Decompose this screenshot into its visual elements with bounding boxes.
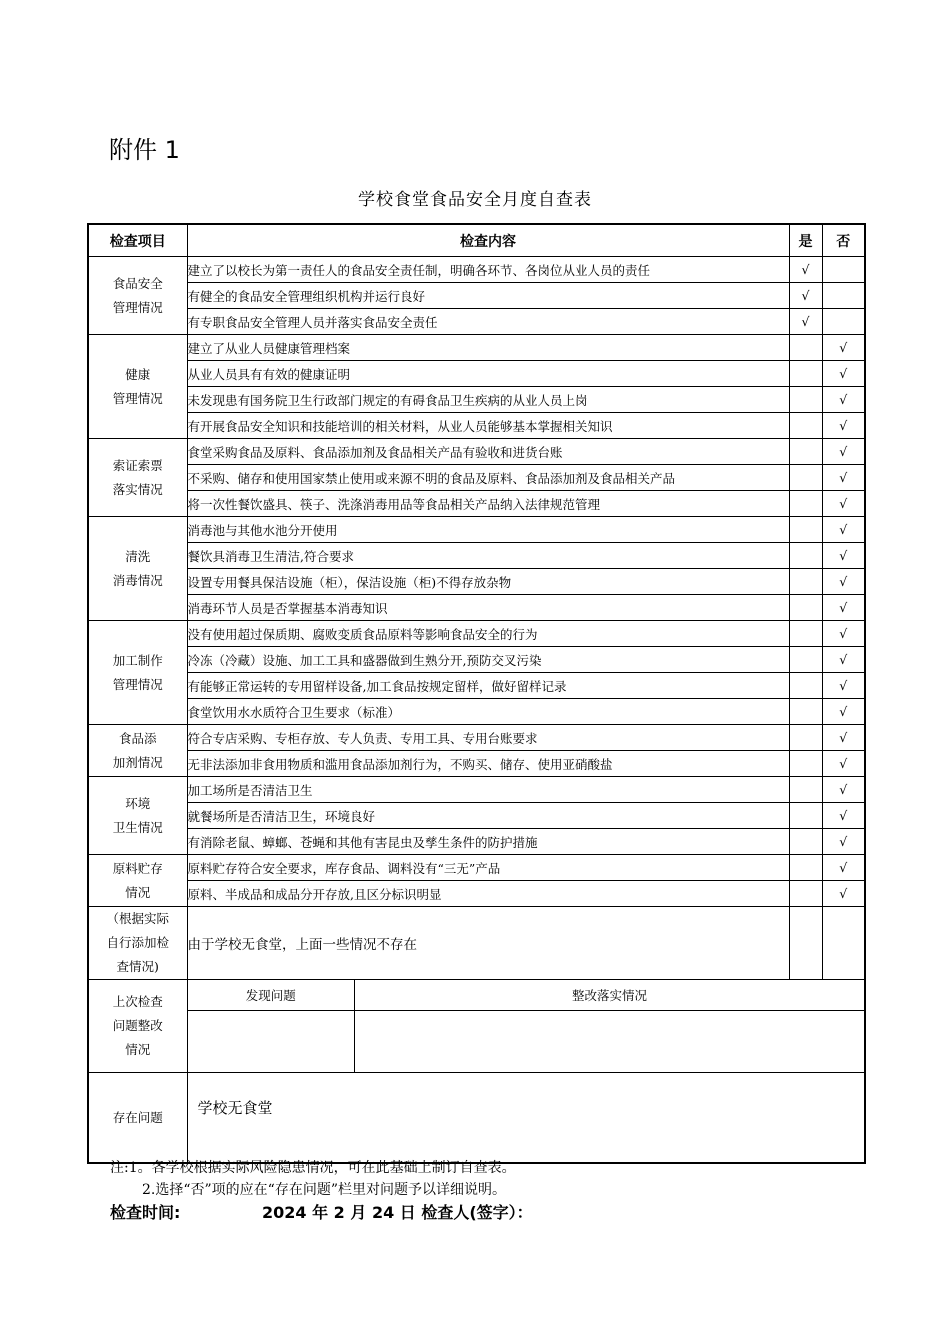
table-row xyxy=(88,777,865,803)
category-name-line: 消毒情况 xyxy=(112,572,163,588)
table-row xyxy=(88,543,865,569)
check-yes-mark[interactable] xyxy=(789,387,822,413)
check-no-mark[interactable]: √ xyxy=(822,335,865,361)
custom-category-line: 自行添加检 xyxy=(106,935,169,950)
check-item-text: 就餐场所是否清洁卫生，环境良好 xyxy=(187,803,789,829)
check-yes-mark[interactable] xyxy=(789,647,822,673)
category-name-line: 环境 xyxy=(125,795,151,811)
check-no-mark[interactable]: √ xyxy=(822,699,865,725)
check-yes-mark[interactable] xyxy=(789,699,822,725)
check-item-text: 设置专用餐具保洁设施（柜），保洁设施（柜)不得存放杂物 xyxy=(187,569,789,595)
check-item-text: 消毒环节人员是否掌握基本消毒知识 xyxy=(187,595,789,621)
note-2: 2.选择“否”项的应在“存在问题”栏里对问题予以详细说明。 xyxy=(142,1182,506,1198)
table-row xyxy=(88,387,865,413)
check-yes-mark[interactable] xyxy=(789,803,822,829)
table-row xyxy=(88,673,865,699)
notes xyxy=(110,1157,516,1201)
table-row xyxy=(88,439,865,465)
last-check-category xyxy=(88,980,187,1073)
check-item-text: 食堂采购食品及原料、食品添加剂及食品相关产品有验收和进货台账 xyxy=(187,439,789,465)
check-yes-mark[interactable] xyxy=(789,517,822,543)
page-title: 学校食堂食品安全月度自查表 xyxy=(358,190,592,210)
category-cell xyxy=(88,439,187,517)
custom-category-line: （根据实际 xyxy=(106,911,169,926)
check-no-mark[interactable]: √ xyxy=(822,751,865,777)
last-check-table xyxy=(188,980,865,1072)
check-yes-mark[interactable] xyxy=(789,881,822,907)
table-row xyxy=(88,803,865,829)
header-item: 检查项目 xyxy=(88,224,187,257)
check-yes-mark[interactable] xyxy=(789,621,822,647)
rectification-field[interactable] xyxy=(355,1010,865,1072)
table-row xyxy=(88,491,865,517)
check-yes-mark[interactable] xyxy=(789,361,822,387)
category-name-line: 食品添 xyxy=(118,730,157,746)
category-name-line: 加工制作 xyxy=(112,652,163,668)
category-name-line: 食品安全 xyxy=(112,275,163,291)
table-row xyxy=(88,855,865,881)
check-no-mark[interactable]: √ xyxy=(822,387,865,413)
check-no-mark[interactable]: √ xyxy=(822,465,865,491)
check-no-mark[interactable]: √ xyxy=(822,829,865,855)
check-item-text: 有专职食品安全管理人员并落实食品安全责任 xyxy=(187,309,789,335)
check-no-mark[interactable]: √ xyxy=(822,491,865,517)
category-name-line: 情况 xyxy=(125,884,151,900)
check-no-mark[interactable]: √ xyxy=(822,517,865,543)
table-row xyxy=(88,725,865,751)
found-issues-field[interactable] xyxy=(188,1010,355,1072)
check-yes-mark[interactable] xyxy=(789,725,822,751)
category-name-line: 管理情况 xyxy=(112,390,163,406)
check-no-mark[interactable]: √ xyxy=(822,881,865,907)
category-cell xyxy=(88,335,187,439)
custom-yes[interactable] xyxy=(789,907,822,980)
attachment-label: 附件 1 xyxy=(109,136,180,164)
header-content: 检查内容 xyxy=(187,224,789,257)
category-name-line: 管理情况 xyxy=(112,676,163,692)
footer xyxy=(110,1200,533,1223)
check-item-text: 符合专店采购、专柜存放、专人负责、专用工具、专用台账要求 xyxy=(187,725,789,751)
check-yes-mark[interactable] xyxy=(789,751,822,777)
table-row xyxy=(88,621,865,647)
check-item-text: 原料贮存符合安全要求，库存食品、调料没有“三无”产品 xyxy=(187,855,789,881)
check-item-text: 有能够正常运转的专用留样设备,加工食品按规定留样，做好留样记录 xyxy=(187,673,789,699)
check-item-text: 加工场所是否清洁卫生 xyxy=(187,777,789,803)
check-no-mark[interactable]: √ xyxy=(822,569,865,595)
check-no-mark[interactable]: √ xyxy=(822,803,865,829)
table-row xyxy=(88,465,865,491)
category-cell xyxy=(88,517,187,621)
table-row xyxy=(88,751,865,777)
last-check-row xyxy=(88,980,865,1073)
check-no-mark[interactable]: √ xyxy=(822,725,865,751)
check-item-text: 冷冻（冷藏）设施、加工工具和盛器做到生熟分开,预防交叉污染 xyxy=(187,647,789,673)
check-no-mark[interactable]: √ xyxy=(822,595,865,621)
check-no-mark[interactable]: √ xyxy=(822,439,865,465)
category-cell xyxy=(88,257,187,335)
check-yes-mark[interactable] xyxy=(789,777,822,803)
check-yes-mark[interactable] xyxy=(789,413,822,439)
check-yes-mark[interactable]: √ xyxy=(789,283,822,309)
check-item-text: 原料、半成品和成品分开存放,且区分标识明显 xyxy=(187,881,789,907)
table-row xyxy=(88,413,865,439)
check-item-text: 无非法添加非食用物质和滥用食品添加剂行为，不购买、储存、使用亚硝酸盐 xyxy=(187,751,789,777)
last-check-cell xyxy=(187,980,865,1073)
header-yes: 是 xyxy=(789,224,822,257)
issues-field[interactable]: 学校无食堂 xyxy=(187,1073,865,1164)
category-name-line: 管理情况 xyxy=(112,299,163,315)
table-row xyxy=(88,829,865,855)
check-item-text: 没有使用超过保质期、腐败变质食品原料等影响食品安全的行为 xyxy=(187,621,789,647)
date-and-inspector: 2024 年 2 月 24 日 检查人(签字）： xyxy=(262,1203,533,1222)
check-no-mark[interactable] xyxy=(822,309,865,335)
check-yes-mark[interactable]: √ xyxy=(789,309,822,335)
note-1: 注:1。各学校根据实际风险隐患情况，可在此基础上制订自查表。 xyxy=(110,1160,516,1176)
check-yes-mark[interactable] xyxy=(789,855,822,881)
check-item-text: 从业人员具有有效的健康证明 xyxy=(187,361,789,387)
custom-category xyxy=(88,907,187,980)
check-item-text: 食堂饮用水水质符合卫生要求（标准） xyxy=(187,699,789,725)
category-name-line: 清洗 xyxy=(125,548,151,564)
header-no: 否 xyxy=(822,224,865,257)
table-row xyxy=(88,517,865,543)
table-row xyxy=(88,647,865,673)
check-yes-mark[interactable] xyxy=(789,465,822,491)
check-no-mark[interactable]: √ xyxy=(822,673,865,699)
check-no-mark[interactable]: √ xyxy=(822,855,865,881)
custom-content: 由于学校无食堂，上面一些情况不存在 xyxy=(187,907,789,980)
found-issues-header: 发现问题 xyxy=(188,980,355,1010)
table-row xyxy=(88,595,865,621)
last-check-line: 情况 xyxy=(125,1042,151,1057)
check-item-text: 有健全的食品安全管理组织机构并运行良好 xyxy=(187,283,789,309)
table-row xyxy=(88,309,865,335)
check-item-text: 不采购、储存和使用国家禁止使用或来源不明的食品及原料、食品添加剂及食品相关产品 xyxy=(187,465,789,491)
table-row xyxy=(88,257,865,283)
check-item-text: 餐饮具消毒卫生清洁,符合要求 xyxy=(187,543,789,569)
last-check-line: 问题整改 xyxy=(112,1018,163,1033)
check-no-mark[interactable] xyxy=(822,283,865,309)
check-item-text: 建立了从业人员健康管理档案 xyxy=(187,335,789,361)
check-yes-mark[interactable] xyxy=(789,673,822,699)
inspection-table xyxy=(87,223,866,1164)
category-name-line: 健康 xyxy=(125,366,151,382)
category-name-line: 索证索票 xyxy=(112,457,163,473)
check-item-text: 将一次性餐饮盛具、筷子、洗涤消毒用品等食品相关产品纳入法律规范管理 xyxy=(187,491,789,517)
inspection-time-label: 检查时间: xyxy=(110,1203,181,1222)
check-yes-mark[interactable] xyxy=(789,335,822,361)
table-header-row xyxy=(88,224,865,257)
check-yes-mark[interactable] xyxy=(789,491,822,517)
table-row xyxy=(88,283,865,309)
custom-row xyxy=(88,907,865,980)
check-item-text: 消毒池与其他水池分开使用 xyxy=(187,517,789,543)
check-item-text: 未发现患有国务院卫生行政部门规定的有碍食品卫生疾病的从业人员上岗 xyxy=(187,387,789,413)
check-yes-mark[interactable] xyxy=(789,829,822,855)
category-cell xyxy=(88,725,187,777)
table-row xyxy=(88,335,865,361)
check-no-mark[interactable]: √ xyxy=(822,647,865,673)
check-no-mark[interactable]: √ xyxy=(822,777,865,803)
check-yes-mark[interactable]: √ xyxy=(789,257,822,283)
table-row xyxy=(88,699,865,725)
check-no-mark[interactable]: √ xyxy=(822,361,865,387)
custom-no[interactable] xyxy=(822,907,865,980)
check-yes-mark[interactable] xyxy=(789,595,822,621)
check-item-text: 有开展食品安全知识和技能培训的相关材料，从业人员能够基本掌握相关知识 xyxy=(187,413,789,439)
check-no-mark[interactable] xyxy=(822,257,865,283)
category-cell xyxy=(88,621,187,725)
category-name-line: 卫生情况 xyxy=(112,819,163,835)
check-yes-mark[interactable] xyxy=(789,569,822,595)
category-name-line: 原料贮存 xyxy=(112,860,163,876)
category-cell xyxy=(88,777,187,855)
check-item-text: 有消除老鼠、蟑螂、苍蝇和其他有害昆虫及孳生条件的防护措施 xyxy=(187,829,789,855)
check-no-mark[interactable]: √ xyxy=(822,543,865,569)
issues-row xyxy=(88,1073,865,1164)
check-yes-mark[interactable] xyxy=(789,439,822,465)
category-name-line: 落实情况 xyxy=(112,481,163,497)
check-no-mark[interactable]: √ xyxy=(822,413,865,439)
rectification-header: 整改落实情况 xyxy=(355,980,865,1010)
table-row xyxy=(88,569,865,595)
check-no-mark[interactable]: √ xyxy=(822,621,865,647)
category-name-line: 加剂情况 xyxy=(112,754,163,770)
custom-category-line: 查情况) xyxy=(116,959,159,974)
table-row xyxy=(88,881,865,907)
check-item-text: 建立了以校长为第一责任人的食品安全责任制，明确各环节、各岗位从业人员的责任 xyxy=(187,257,789,283)
category-cell xyxy=(88,855,187,907)
last-check-line: 上次检查 xyxy=(112,994,163,1009)
table-row xyxy=(88,361,865,387)
issues-label: 存在问题 xyxy=(88,1073,187,1164)
check-yes-mark[interactable] xyxy=(789,543,822,569)
